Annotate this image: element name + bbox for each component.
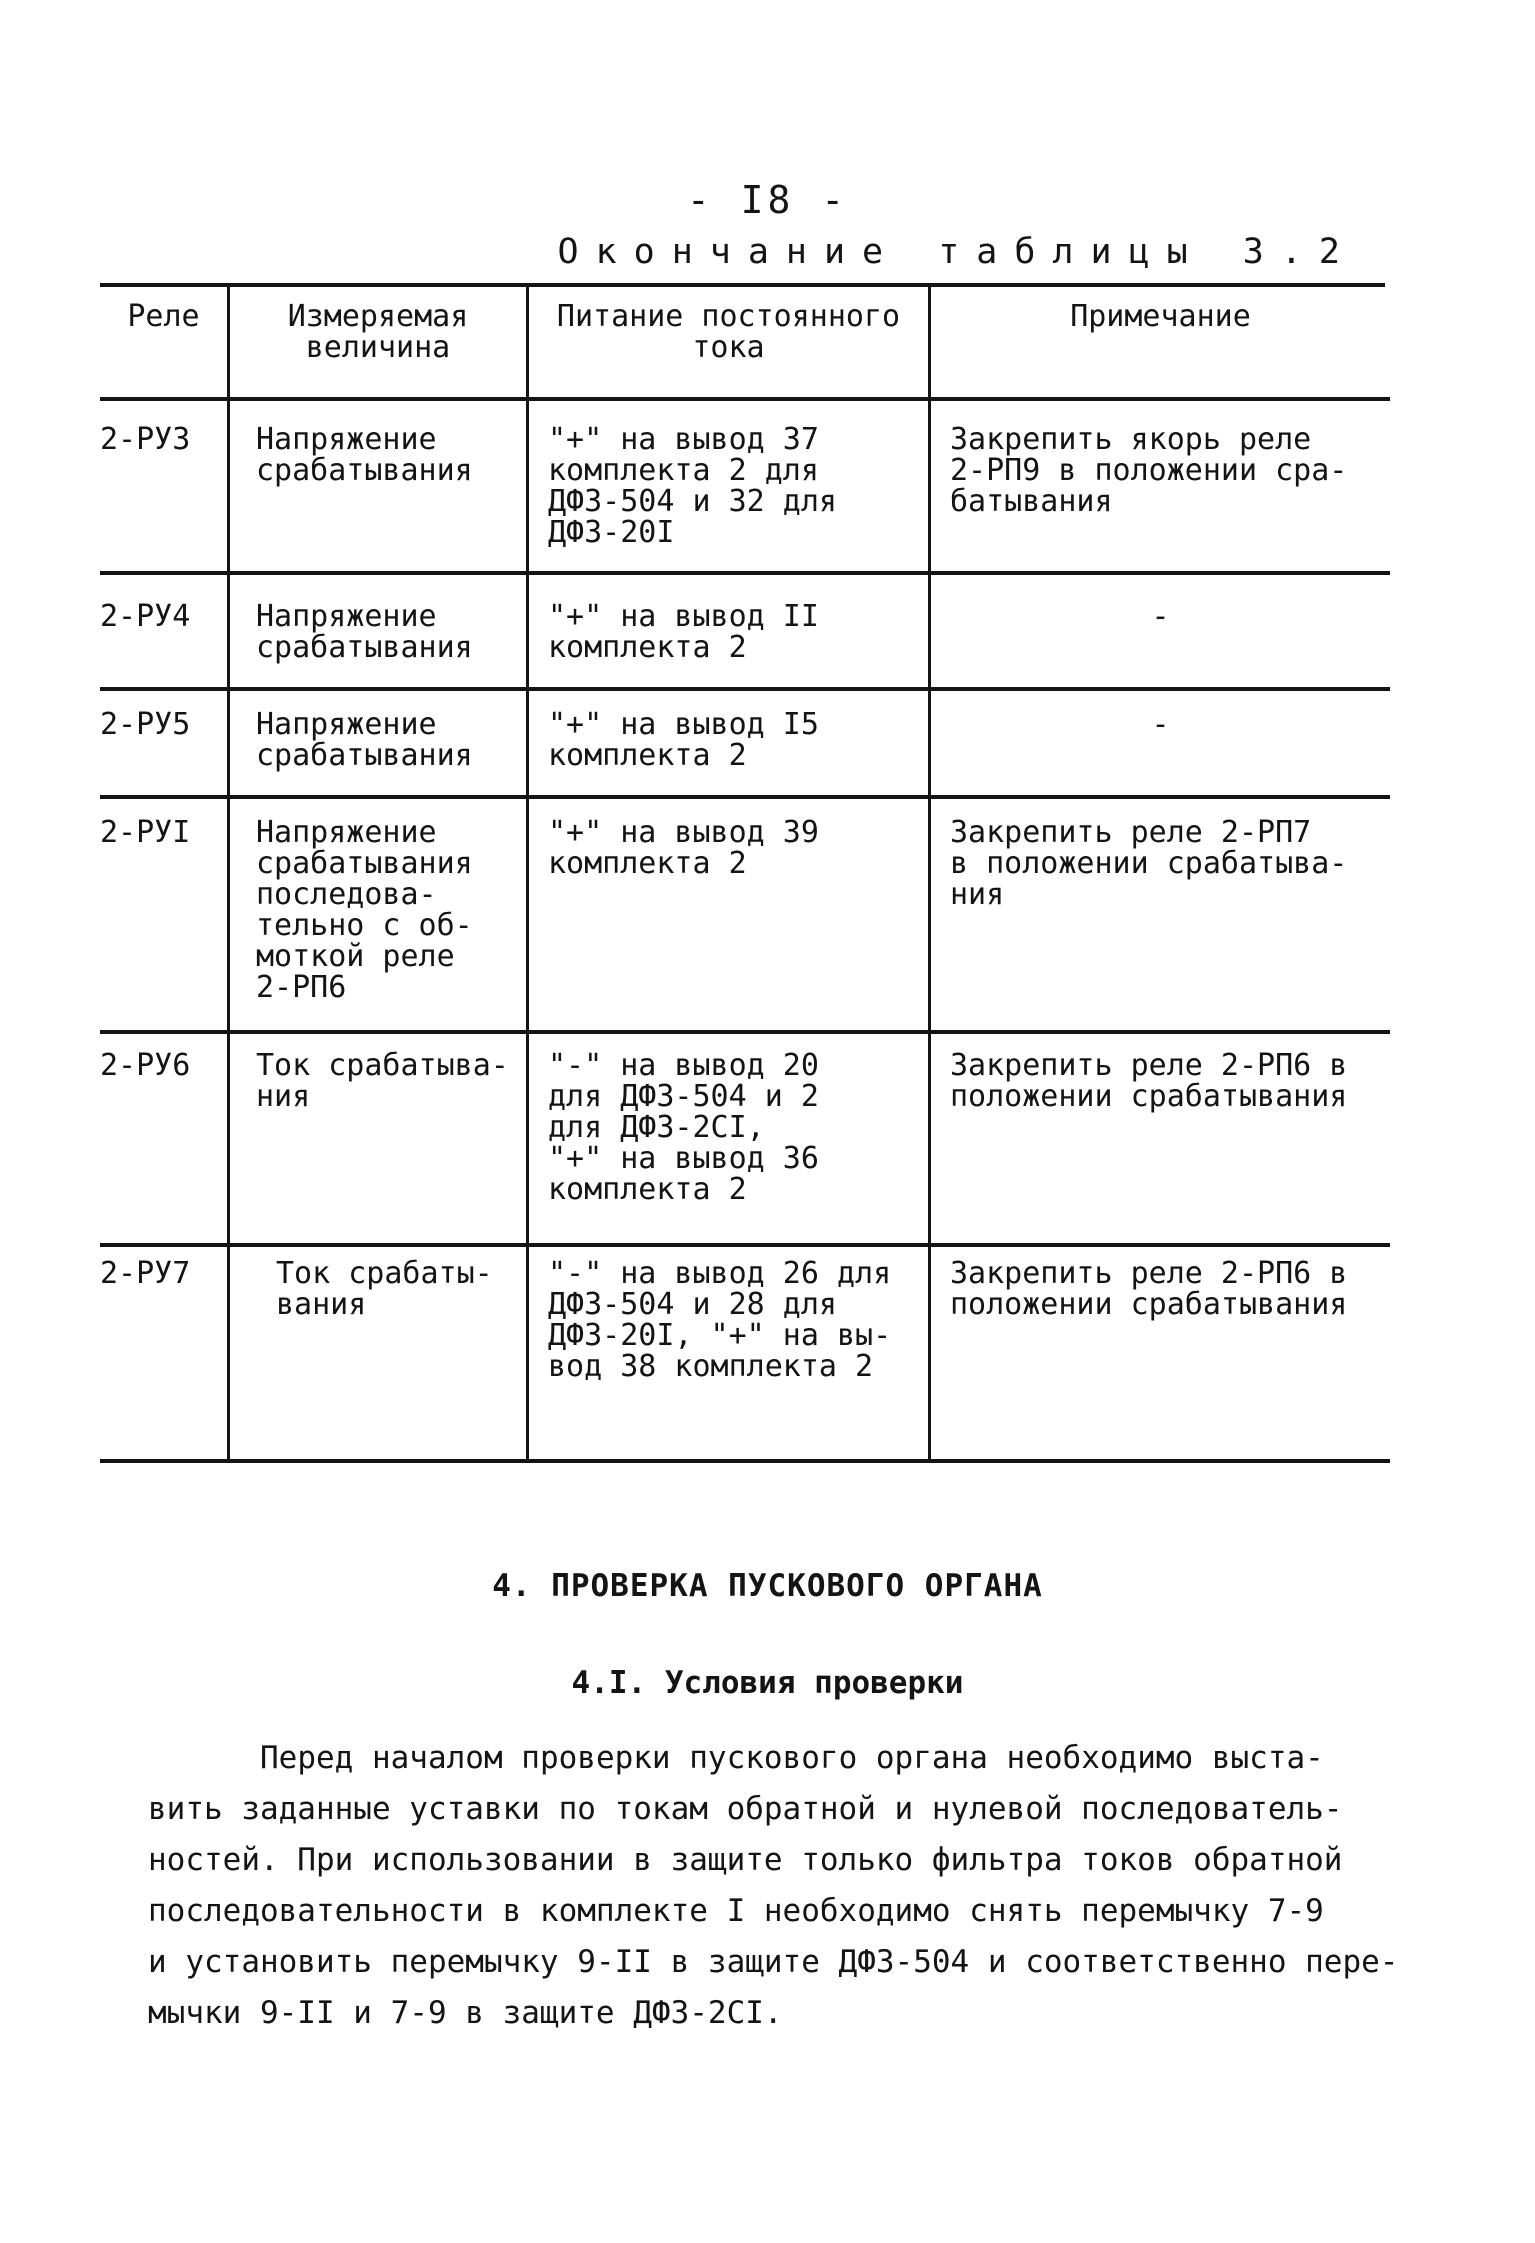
table-cell-supply: "+" на вывод I5 комплекта 2 <box>548 707 819 773</box>
section-title: 4. ПРОВЕРКА ПУСКОВОГО ОРГАНА <box>492 1568 1043 1604</box>
table-cell-note: - <box>1151 707 1170 742</box>
table-cell-supply: "-" на вывод 20 для ДФЗ-504 и 2 для ДФЗ-2СI, "+" на вывод 36 комплекта 2 <box>548 1048 819 1207</box>
table-column-rule-2 <box>526 283 529 1463</box>
table-cell-note: - <box>1151 599 1170 634</box>
table-cell-quantity: Ток срабатыва- ния <box>256 1048 509 1114</box>
table-cell-note: Закрепить реле 2-РП6 в положении срабатывания <box>950 1048 1348 1114</box>
table-rule-row-2 <box>100 687 1390 691</box>
table-cell-note: Закрепить якорь реле 2-РП9 в положении сра- батывания <box>950 422 1348 519</box>
table-cell-quantity: Напряжение срабатывания <box>256 422 473 488</box>
table-cell-note: Закрепить реле 2-РП6 в положении срабатывания <box>950 1256 1348 1322</box>
page-number: - I8 - <box>686 178 849 222</box>
table-caption: Окончание таблицы 3.2 <box>557 232 1357 272</box>
table-cell-relay: 2-РУ3 <box>100 422 191 457</box>
table-header-quantity: Измеряемая величина <box>287 299 469 365</box>
table-cell-quantity: Напряжение срабатывания <box>256 707 473 773</box>
table-rule-header <box>100 397 1390 401</box>
table-rule-row-3 <box>100 795 1390 799</box>
body-paragraph: Перед началом проверки пускового органа необходимо выста- вить заданные уставки по токам обратной и нулевой последователь- ностей. При использовании в защите только фильтра токов обратной последовательности в комплекте I необходимо снять перемычку 7-9 и установить перемычку 9-II в защите ДФЗ-504 и соответственно пере- мычки 9-II и 7-9 в защите ДФЗ-2СI. <box>148 1740 1399 2031</box>
table-rule-row-1 <box>100 571 1390 575</box>
table-rule-row-4 <box>100 1030 1390 1034</box>
table-cell-quantity: Напряжение срабатывания <box>256 599 473 665</box>
table-column-rule-3 <box>928 283 931 1463</box>
table-cell-supply: "-" на вывод 26 для ДФЗ-504 и 28 для ДФЗ-20I, "+" на вы- вод 38 комплекта 2 <box>548 1256 892 1384</box>
table-rule-row-5 <box>100 1243 1390 1247</box>
table-cell-relay: 2-РУI <box>100 815 191 850</box>
table-cell-relay: 2-РУ5 <box>100 707 191 742</box>
table-header-relay: Реле <box>127 299 200 334</box>
table-cell-relay: 2-РУ7 <box>100 1256 191 1291</box>
relay-table <box>100 283 1390 1463</box>
table-header-note: Примечание <box>1070 299 1251 334</box>
table-rule-bottom <box>100 1459 1390 1463</box>
subsection-title: 4.I. Условия проверки <box>571 1665 964 1701</box>
table-cell-relay: 2-РУ4 <box>100 599 191 634</box>
table-cell-supply: "+" на вывод II комплекта 2 <box>548 599 819 665</box>
table-rule-top <box>100 283 1385 287</box>
table-cell-supply: "+" на вывод 39 комплекта 2 <box>548 815 819 881</box>
table-cell-quantity: Напряжение срабатывания последова- тельно с об- моткой реле 2-РП6 <box>256 815 473 1005</box>
table-column-rule-1 <box>227 283 230 1463</box>
table-cell-relay: 2-РУ6 <box>100 1048 191 1083</box>
table-cell-supply: "+" на вывод 37 комплекта 2 для ДФЗ-504 и 32 для ДФЗ-20I <box>548 422 837 550</box>
table-header-supply: Питание постоянного тока <box>556 299 901 365</box>
table-cell-quantity: Ток срабаты- вания <box>276 1256 493 1322</box>
table-cell-note: Закрепить реле 2-РП7 в положении срабатыва- ния <box>950 815 1348 912</box>
